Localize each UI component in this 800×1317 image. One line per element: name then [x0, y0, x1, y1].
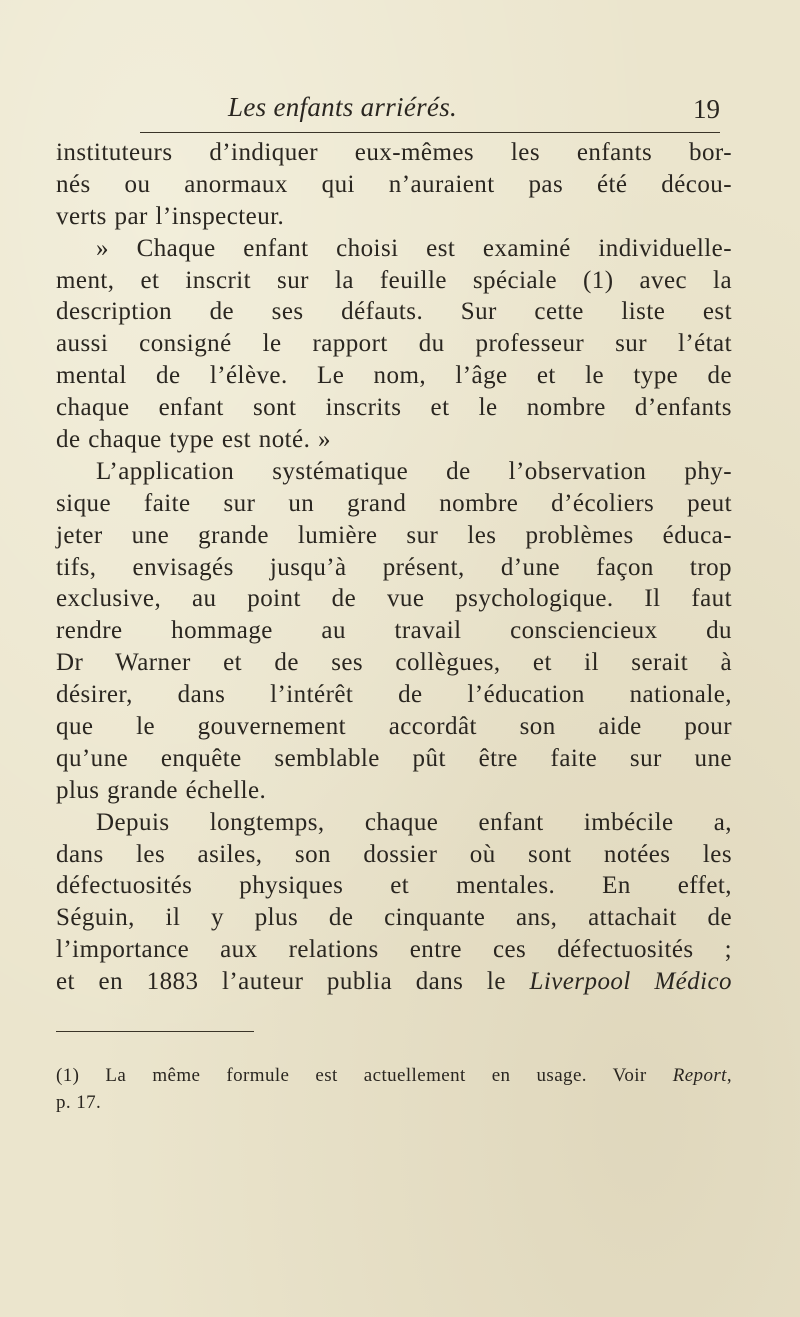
text-line: Séguin, il y plus de cinquante ans, attachait de — [56, 904, 732, 932]
text-line: Depuis longtemps, chaque enfant imbécile a, — [96, 808, 732, 836]
footnote — [56, 1062, 732, 1116]
text-line: jeter une grande lumière sur les problèmes éduca- — [56, 521, 732, 549]
footnote-rule — [56, 1031, 254, 1032]
text-line: nés ou anormaux qui n’auraient pas été décou- — [56, 170, 732, 198]
text-line: qu’une enquête semblable pût être faite sur une — [56, 744, 732, 772]
body-text — [56, 137, 732, 998]
text-line-last: et en 1883 l’auteur publia dans le Liverpool Médico — [56, 968, 732, 996]
italic-title: Liverpool Médico — [529, 968, 732, 996]
text-line: sique faite sur un grand nombre d’écoliers peut — [56, 489, 732, 517]
text-line: Dr Warner et de ses collègues, et il serait à — [56, 649, 732, 677]
text-line: » Chaque enfant choisi est examiné individuelle- — [96, 234, 732, 262]
italic-title: Report — [672, 1065, 727, 1086]
text-line: tifs, envisagés jusqu’à présent, d’une façon trop — [56, 553, 732, 581]
text-line: rendre hommage au travail consciencieux du — [56, 617, 732, 645]
text-line: défectuosités physiques et mentales. En effet, — [56, 872, 732, 900]
running-title: Les enfants arriérés. — [228, 92, 458, 122]
page-number: 19 — [693, 94, 720, 124]
text-line: plus grande échelle. — [56, 776, 267, 804]
page-header — [140, 92, 720, 132]
footnote-line: p. 17. — [56, 1092, 102, 1113]
text-line: instituteurs d’indiquer eux-mêmes les enfants bor- — [56, 139, 732, 166]
text-line: l’importance aux relations entre ces défectuosités ; — [56, 936, 732, 964]
footnote-line: (1) La même formule est actuellement en usage. Voir Report, — [56, 1065, 732, 1086]
text-line: L’application systématique de l’observation phy- — [96, 457, 732, 485]
text-line: ment, et inscrit sur la feuille spéciale (1) avec la — [56, 266, 732, 294]
text-line: description de ses défauts. Sur cette liste est — [56, 298, 732, 326]
text-line: dans les asiles, son dossier où sont notées les — [56, 840, 732, 868]
header-rule — [140, 132, 720, 133]
text-line: désirer, dans l’intérêt de l’éducation nationale, — [56, 681, 732, 709]
text-line: chaque enfant sont inscrits et le nombre d’enfants — [56, 394, 732, 422]
text-line: mental de l’élève. Le nom, l’âge et le type de — [56, 362, 732, 390]
text-line: verts par l’inspecteur. — [56, 202, 285, 230]
text-line: exclusive, au point de vue psychologique. Il faut — [56, 585, 732, 613]
text-line: de chaque type est noté. » — [56, 426, 331, 454]
text-line: aussi consigné le rapport du professeur sur l’état — [56, 330, 732, 358]
text-line: que le gouvernement accordât son aide pour — [56, 713, 732, 741]
